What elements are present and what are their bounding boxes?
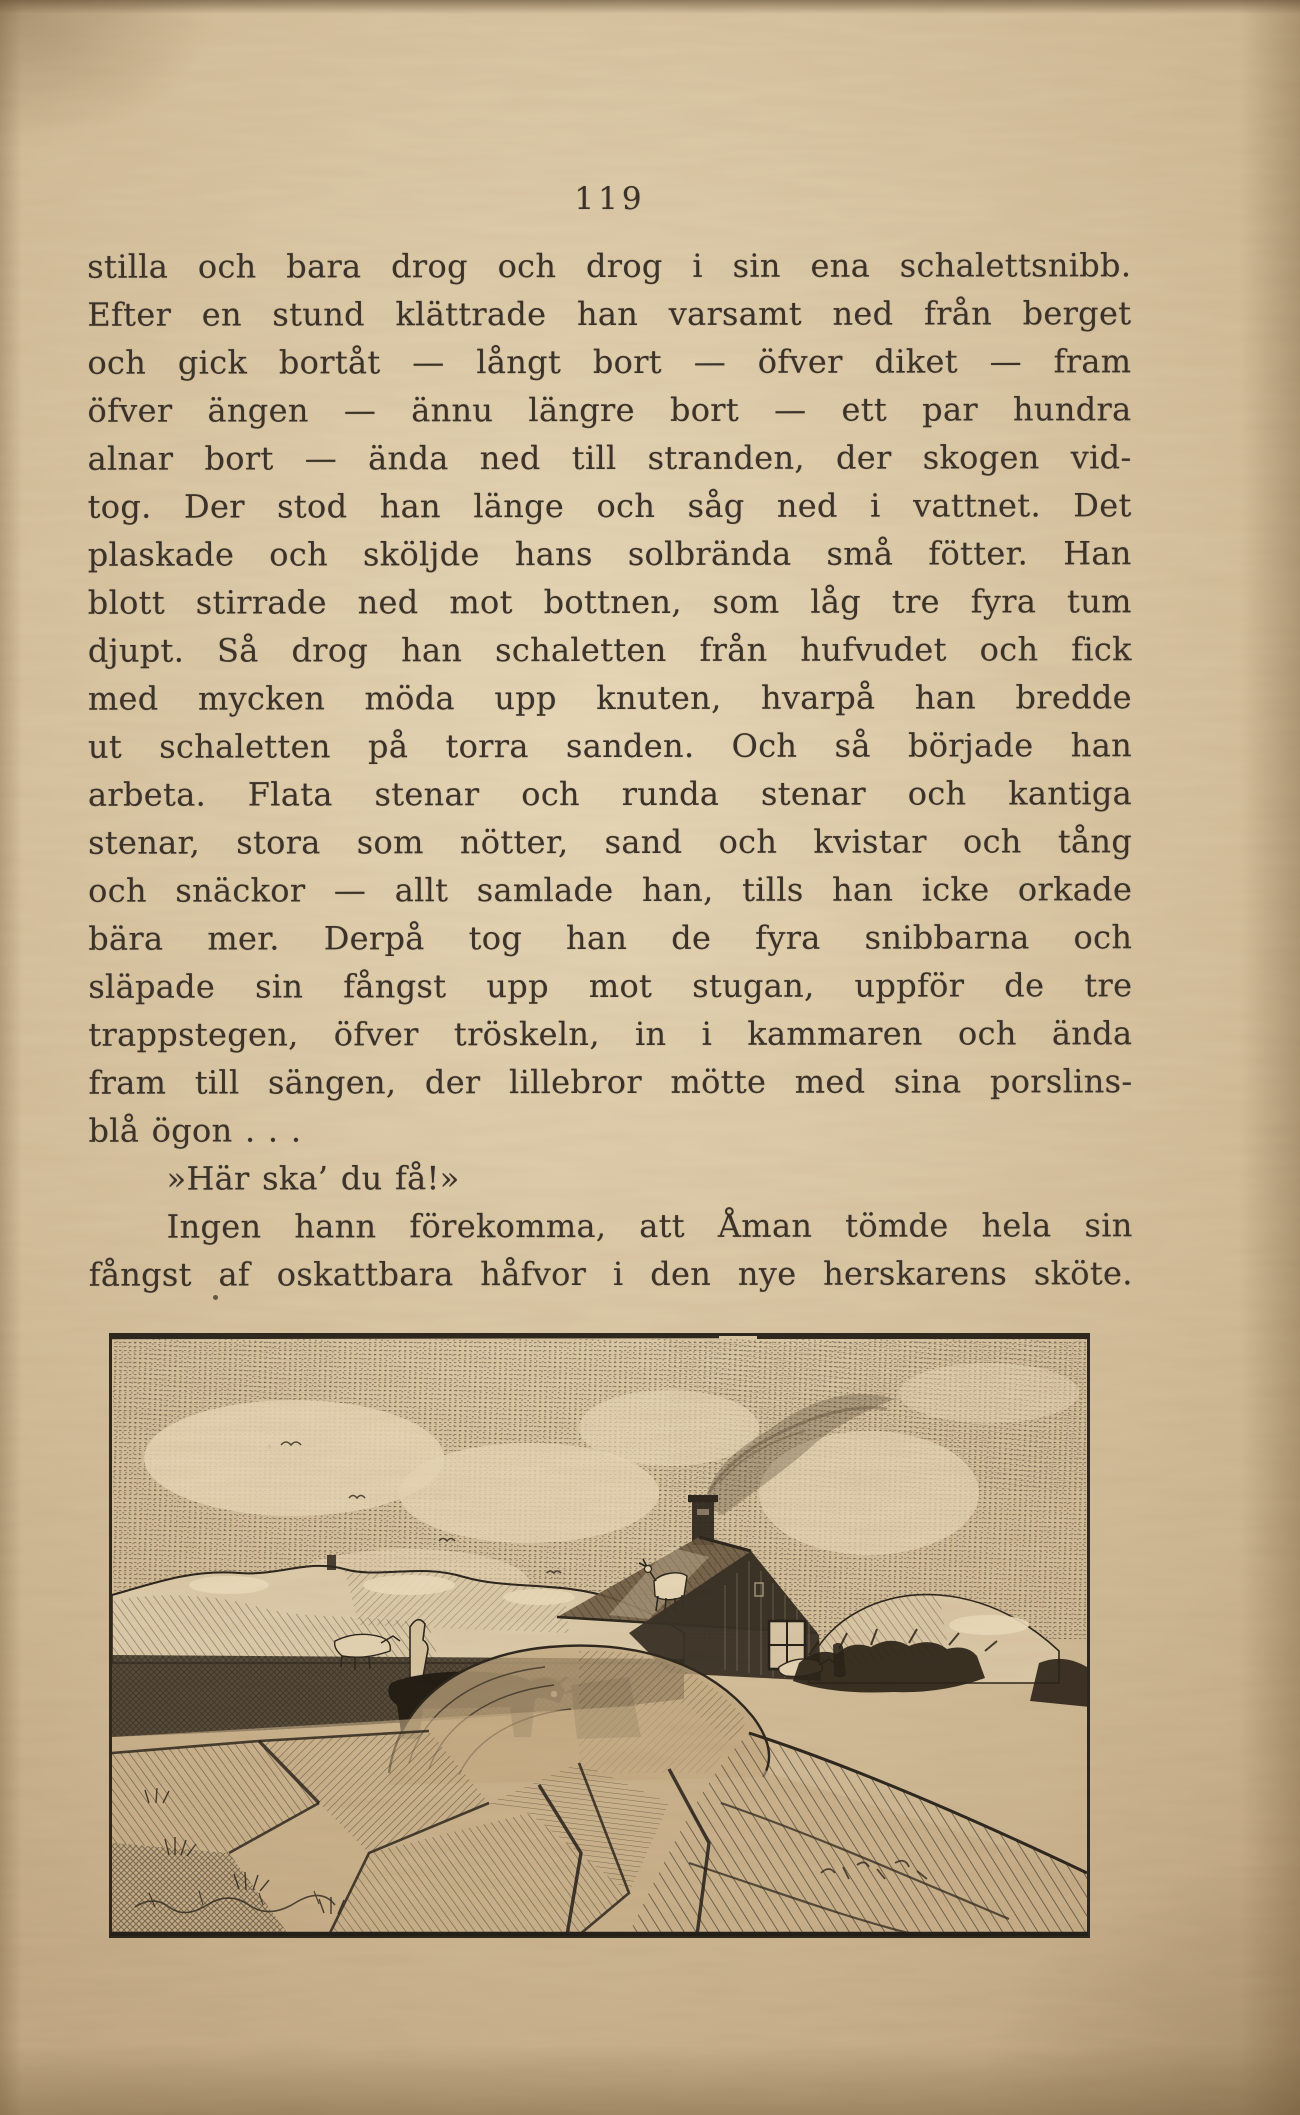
landscape-engraving	[109, 1333, 1090, 1938]
text-line: stilla och bara drog och drog i sin ena schalettsnibb.	[87, 246, 1132, 286]
page-number: 119	[574, 181, 646, 217]
text-line: »Här ska’ du få!»	[166, 1159, 460, 1198]
scan-edge-shadow-left	[0, 0, 22, 2115]
scan-edge-shadow-right	[1240, 0, 1300, 2115]
text-line: djupt. Så drog han schaletten från hufvudet och fick	[87, 630, 1132, 670]
text-line: fram till sängen, der lillebror mötte med sina porslins-	[88, 1062, 1133, 1102]
scan-edge-shadow-bottom	[0, 2045, 1300, 2115]
text-line: Ingen hann förekomma, att Åman tömde hela sin	[166, 1206, 1133, 1246]
text-line: fångst af oskattbara håfvor i den nye herskarens sköte.	[88, 1254, 1133, 1294]
text-line: bära mer. Derpå tog han de fyra snibbarna och	[88, 918, 1133, 958]
figure	[109, 1333, 1090, 1938]
body-text	[87, 241, 1132, 1298]
scan-edge-shadow-top-left	[0, 0, 220, 150]
text-line: och gick bortåt — långt bort — öfver diket — fram	[87, 342, 1132, 382]
text-line: med mycken möda upp knuten, hvarpå han bredde	[87, 678, 1132, 718]
text-line: arbeta. Flata stenar och runda stenar och kantiga	[88, 774, 1133, 814]
cairn	[327, 1555, 336, 1570]
text-line: släpade sin fångst upp mot stugan, uppför de tre	[88, 966, 1133, 1006]
text-line: öfver ängen — ännu längre bort — ett par hundra	[87, 390, 1132, 430]
foreground-rocks	[112, 1703, 1090, 1935]
text-line: blott stirrade ned mot bottnen, som låg tre fyra tum	[87, 582, 1132, 622]
text-line: alnar bort — ända ned till stranden, der skogen vid-	[87, 438, 1132, 478]
text-line: trappstegen, öfver tröskeln, in i kammaren och ända	[88, 1014, 1133, 1054]
scan-edge-shadow-top	[0, 0, 1300, 14]
text-line: tog. Der stod han länge och såg ned i vattnet. Det	[87, 486, 1132, 526]
text-line: och snäckor — allt samlade han, tills han icke orkade	[88, 870, 1133, 910]
text-line: Efter en stund klättrade han varsamt ned från berget	[87, 294, 1132, 334]
text-line: ut schaletten på torra sanden. Och så började han	[87, 726, 1132, 766]
text-line: stenar, stora som nötter, sand och kvistar och tång	[88, 822, 1133, 862]
text-line: plaskade och sköljde hans solbrända små fötter. Han	[87, 534, 1132, 574]
text-line: blå ögon . . .	[88, 1111, 302, 1150]
